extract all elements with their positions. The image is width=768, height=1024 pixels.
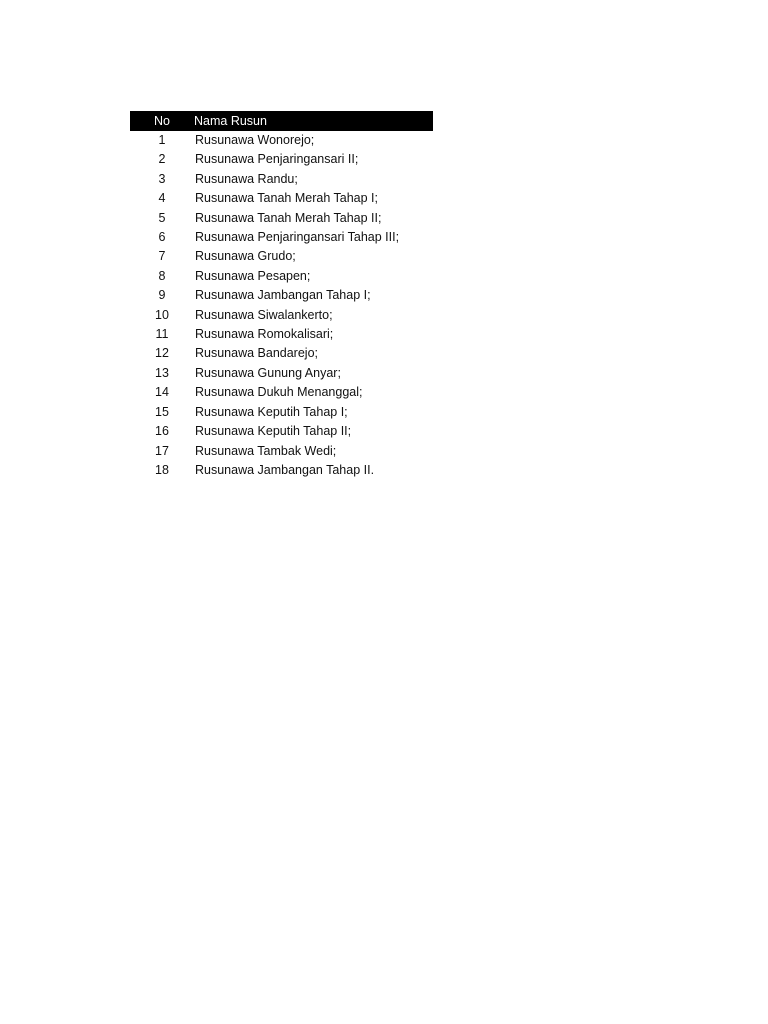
row-number: 3 xyxy=(158,171,166,186)
row-name: Rusunawa Pesapen; xyxy=(195,268,311,283)
row-name: Rusunawa Tanah Merah Tahap II; xyxy=(195,210,382,225)
row-name: Rusunawa Tanah Merah Tahap I; xyxy=(195,191,378,206)
table-row xyxy=(130,325,433,344)
row-name: Rusunawa Keputih Tahap I; xyxy=(195,404,348,419)
table-row xyxy=(130,286,433,305)
row-number: 1 xyxy=(158,133,166,147)
table-row xyxy=(130,442,433,461)
table-row xyxy=(130,228,433,247)
table-row xyxy=(130,247,433,266)
row-number: 5 xyxy=(158,210,166,225)
row-number: 4 xyxy=(158,191,166,206)
table-row xyxy=(130,422,433,441)
row-number: 9 xyxy=(158,288,166,303)
row-number: 12 xyxy=(155,346,169,361)
table-row xyxy=(130,189,433,208)
row-name: Rusunawa Siwalankerto; xyxy=(195,307,333,322)
row-name: Rusunawa Jambangan Tahap I; xyxy=(195,288,371,303)
row-number: 16 xyxy=(155,424,169,439)
row-number: 17 xyxy=(155,443,169,458)
table-row xyxy=(130,461,433,480)
header-nama-rusun: Nama Rusun xyxy=(194,111,433,131)
table-body xyxy=(130,131,433,480)
row-name: Rusunawa Keputih Tahap II; xyxy=(195,424,352,439)
table-row xyxy=(130,344,433,363)
row-name: Rusunawa Bandarejo; xyxy=(195,346,318,361)
row-number: 10 xyxy=(155,307,169,322)
table-row xyxy=(130,131,433,150)
row-number: 18 xyxy=(155,462,169,477)
table-row xyxy=(130,383,433,402)
header-no: No xyxy=(130,111,194,131)
table-row xyxy=(130,403,433,422)
row-number: 15 xyxy=(155,404,169,419)
row-name: Rusunawa Dukuh Menanggal; xyxy=(195,385,363,400)
row-number: 13 xyxy=(155,365,169,380)
rusun-table xyxy=(130,111,433,480)
row-name: Rusunawa Jambangan Tahap II. xyxy=(195,462,375,477)
header-row xyxy=(130,111,433,131)
table-row xyxy=(130,150,433,169)
table-row xyxy=(130,267,433,286)
table-row xyxy=(130,209,433,228)
row-name: Rusunawa Penjaringansari Tahap III; xyxy=(195,230,400,245)
row-name: Rusunawa Grudo; xyxy=(195,249,296,264)
row-number: 11 xyxy=(155,327,169,342)
table-row xyxy=(130,170,433,189)
row-name: Rusunawa Wonorejo; xyxy=(195,133,315,147)
table-row xyxy=(130,364,433,383)
row-name: Rusunawa Gunung Anyar; xyxy=(195,365,341,380)
row-name: Rusunawa Randu; xyxy=(195,171,298,186)
table-row xyxy=(130,306,433,325)
row-number: 7 xyxy=(158,249,166,264)
row-name: Rusunawa Romokalisari; xyxy=(195,327,334,342)
row-number: 8 xyxy=(158,268,166,283)
row-number: 14 xyxy=(155,385,169,400)
row-number: 6 xyxy=(158,230,166,245)
row-name: Rusunawa Penjaringansari II; xyxy=(195,152,359,167)
table-header xyxy=(130,111,433,131)
row-number: 2 xyxy=(158,152,166,167)
row-name: Rusunawa Tambak Wedi; xyxy=(195,443,337,458)
